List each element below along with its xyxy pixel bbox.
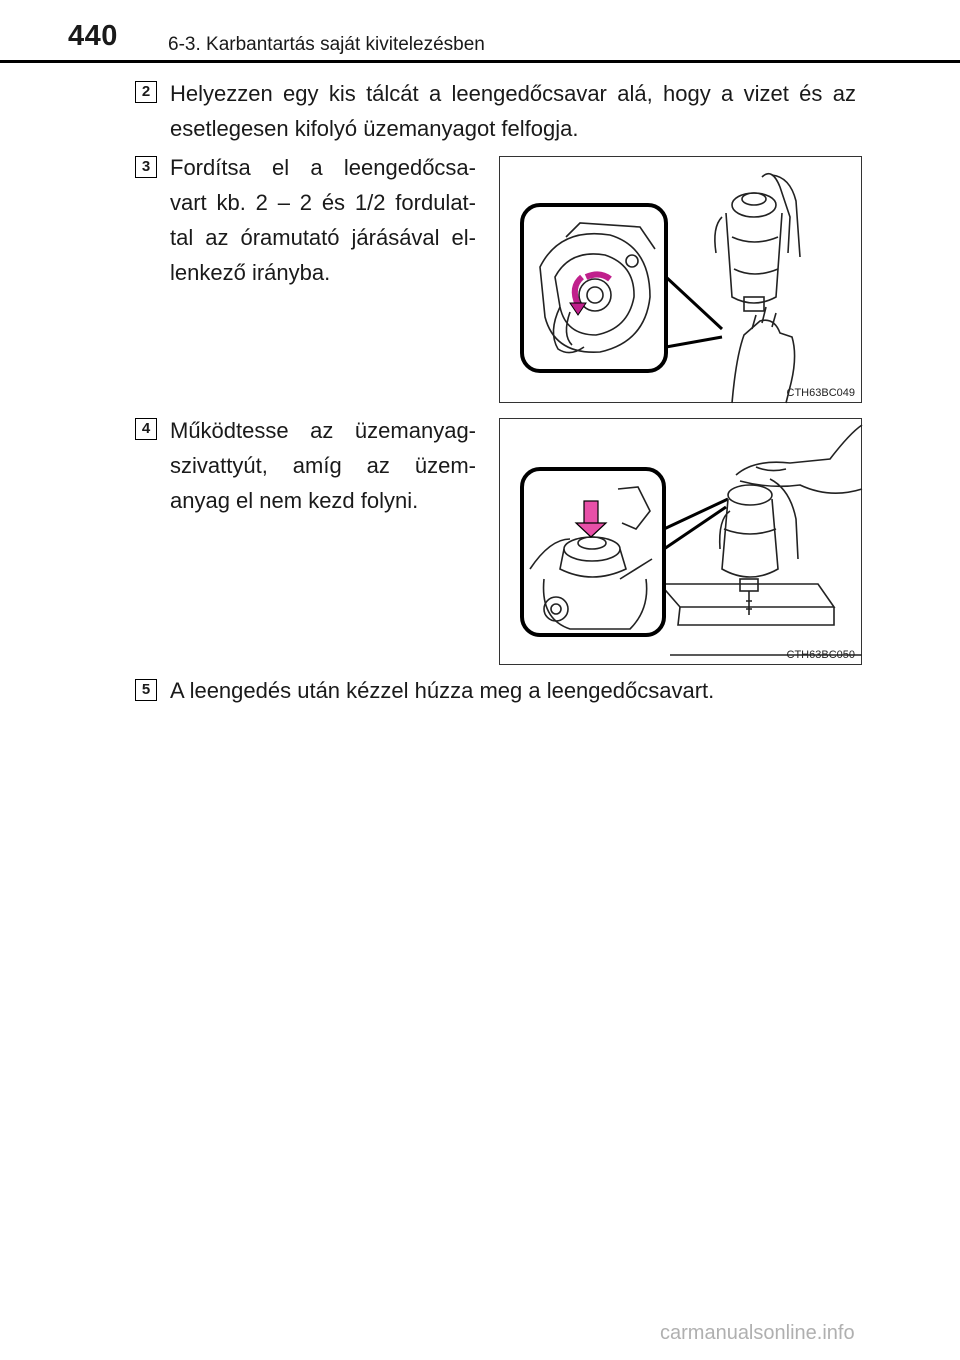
chapter-title: 6-3. Karbantartás saját kivitelezésben [168, 34, 485, 55]
fuel-pump-illustration [500, 419, 863, 666]
step-4-line: anyag el nem kezd folyni. [170, 488, 419, 513]
watermark-text: carmanualsonline.info [660, 1322, 855, 1344]
step-number-5: 5 [135, 679, 157, 701]
step-5-text: A leengedés után kézzel húzza meg a leengedőcsavart. [170, 678, 715, 703]
figure-code: CTH63BC049 [786, 387, 855, 399]
step-3-line: lenkező irányba. [170, 260, 331, 285]
step-number-2: 2 [135, 81, 157, 103]
page-header [0, 0, 960, 62]
step-4-line: szivattyút, amíg az üzem- [170, 453, 476, 478]
figure-drain-plug [499, 156, 862, 403]
step-number-4: 4 [135, 418, 157, 440]
figure-code: CTH63BC050 [786, 649, 855, 661]
step-2-text: Helyezzen egy kis tálcát a leengedőcsavar alá, hogy a vizet és az esetlegesen kifolyó üzemanyagot felfogja. [170, 81, 856, 141]
step-3-line: tal az óramutató járásával el- [170, 225, 476, 250]
step-number-3: 3 [135, 156, 157, 178]
step-3-line: Fordítsa el a leengedőcsa- [170, 155, 476, 180]
header-rule [0, 60, 960, 63]
drain-plug-illustration [500, 157, 863, 404]
step-4-line: Működtesse az üzemanyag- [170, 418, 476, 443]
page-number: 440 [68, 20, 118, 52]
step-3-line: vart kb. 2 – 2 és 1/2 fordulat- [170, 190, 476, 215]
figure-fuel-pump [499, 418, 862, 665]
